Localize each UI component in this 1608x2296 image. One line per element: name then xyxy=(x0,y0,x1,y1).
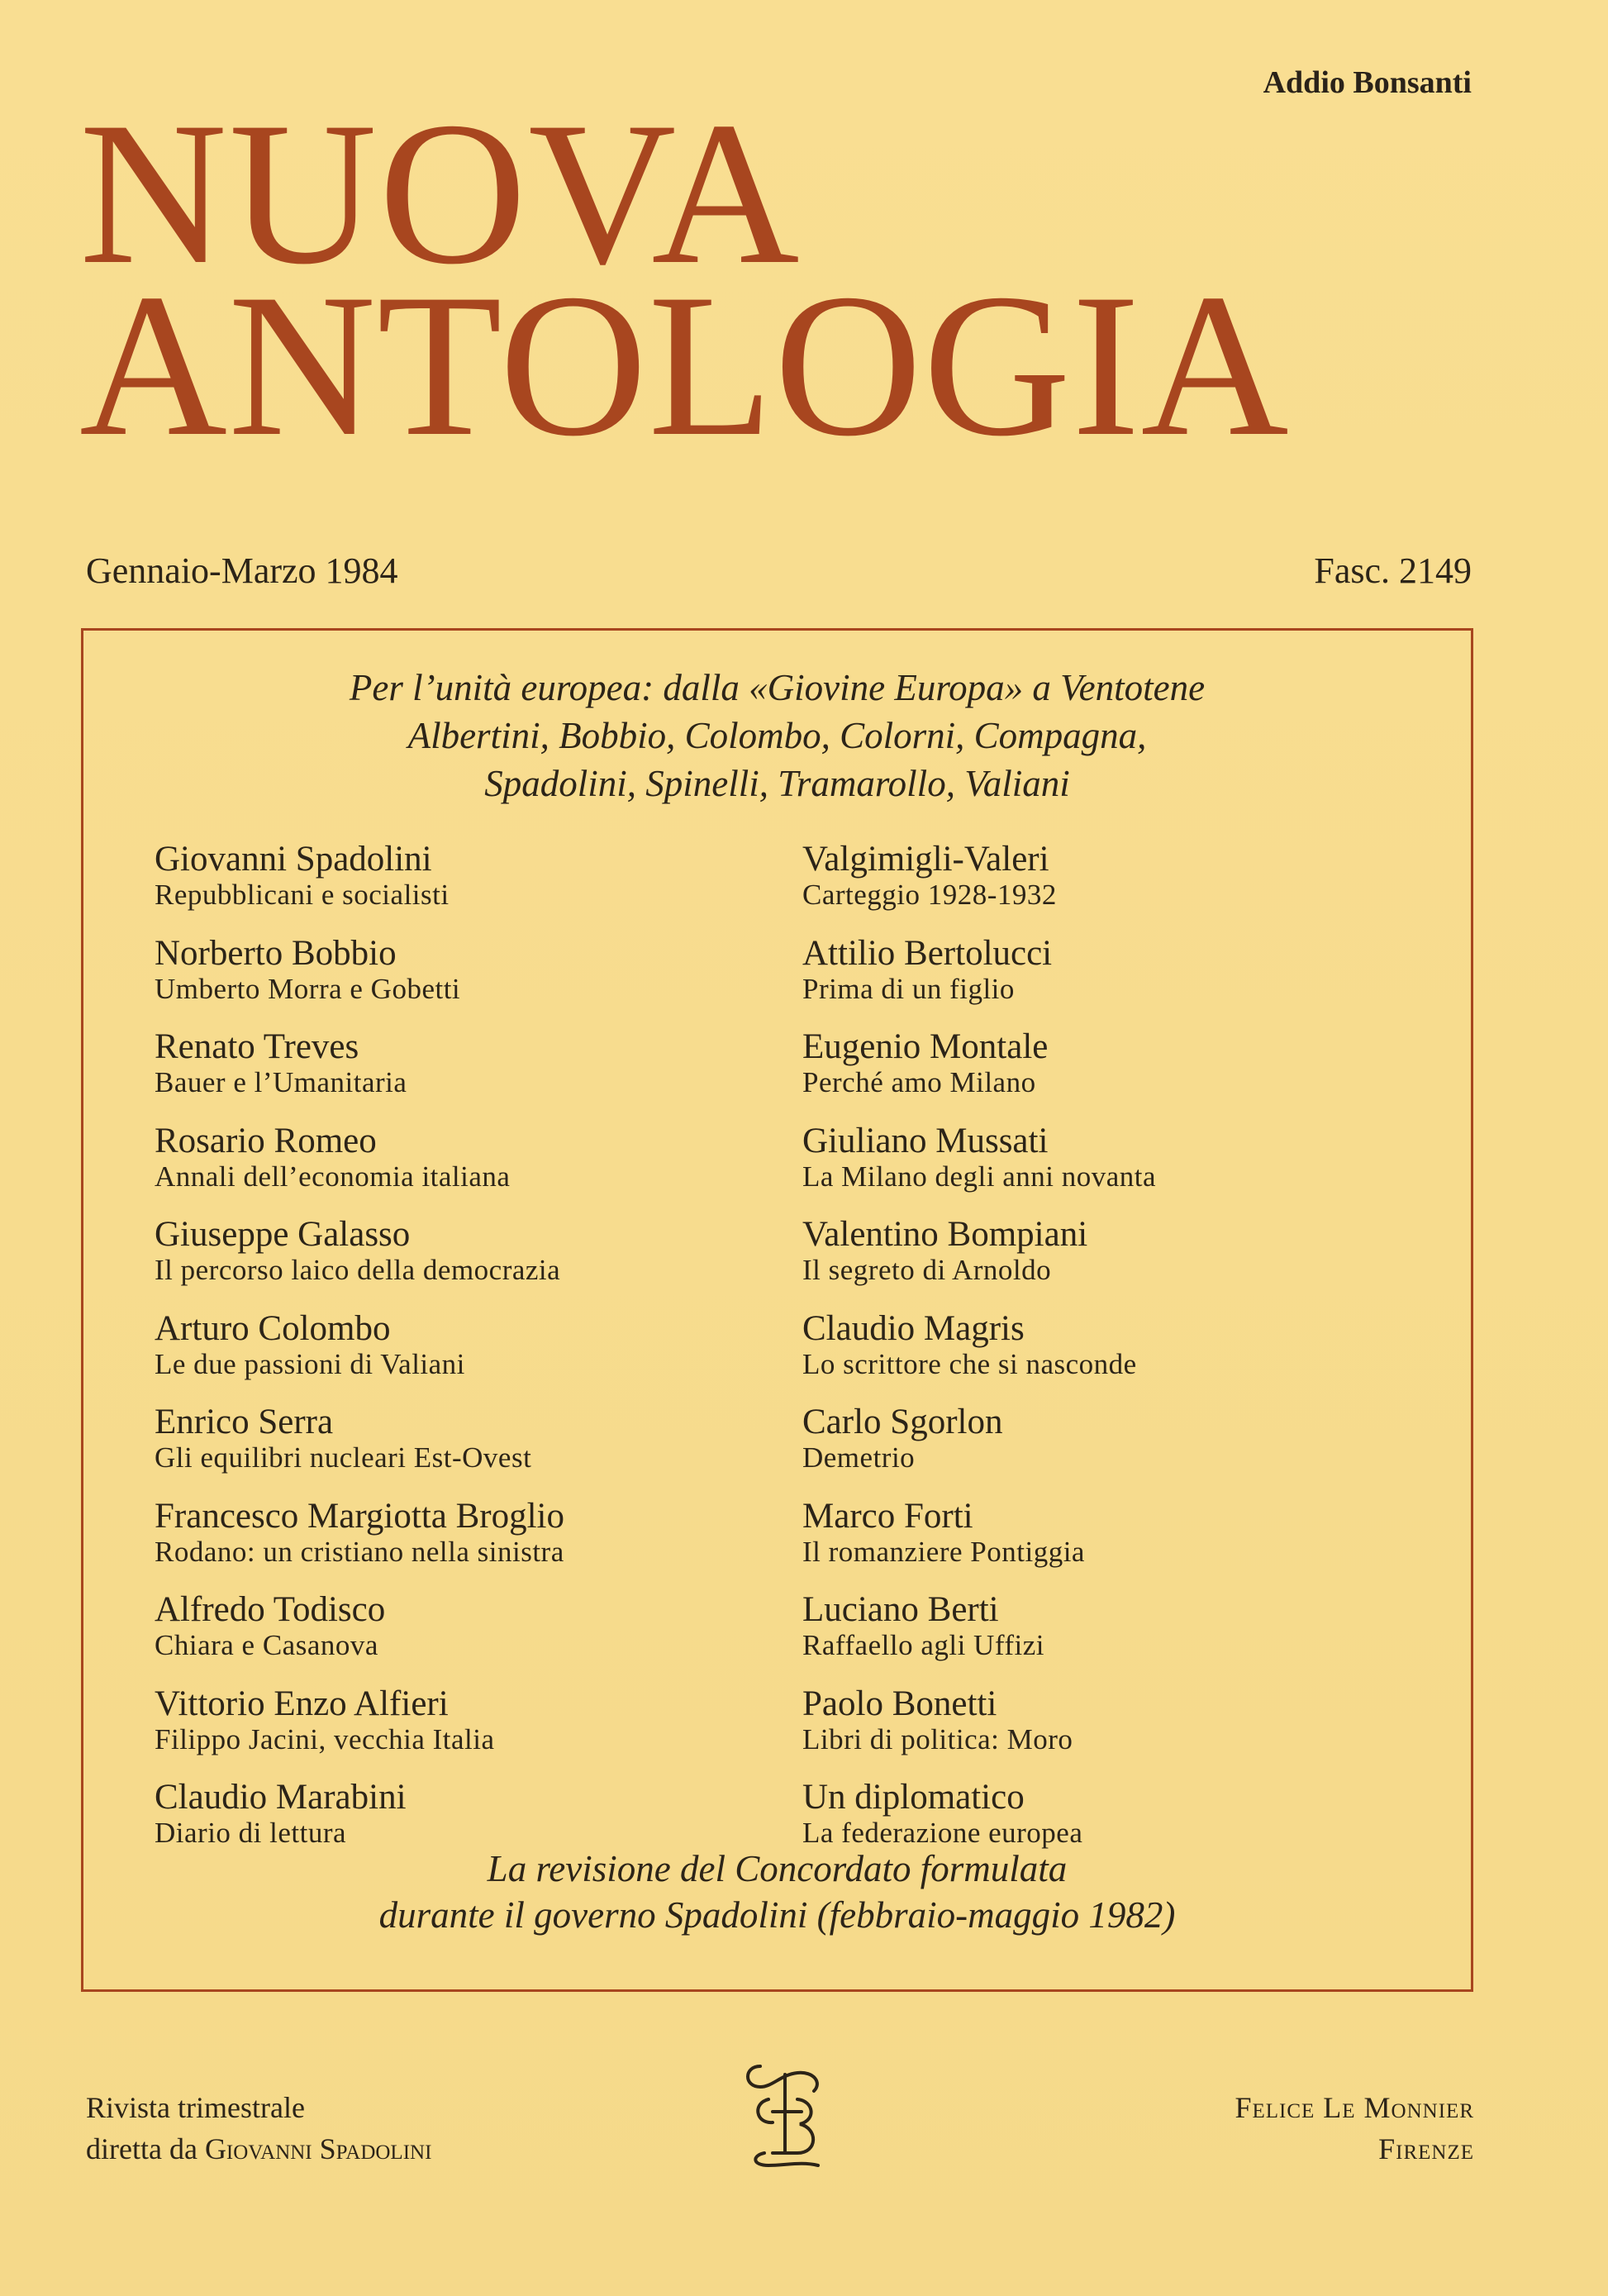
entry-title: Il segreto di Arnoldo xyxy=(802,1254,1052,1286)
entry-title: Filippo Jacini, vecchia Italia xyxy=(155,1722,495,1755)
entry-author: Alfredo Todisco xyxy=(155,1590,386,1629)
entry-author: Valentino Bompiani xyxy=(802,1215,1088,1254)
note-line: La revisione del Concordato formulata xyxy=(487,1848,1068,1889)
entry-title: Libri di politica: Moro xyxy=(802,1722,1073,1755)
contents-entry xyxy=(802,1216,1430,1310)
entry-title: Prima di un figlio xyxy=(802,972,1015,1005)
note-line: durante il governo Spadolini (febbraio-maggio 1982) xyxy=(378,1894,1176,1936)
entry-title: Diario di lettura xyxy=(155,1817,347,1849)
footer-line xyxy=(86,2128,431,2170)
contents-entry xyxy=(155,1122,783,1217)
entry-title: Annali dell’economia italiana xyxy=(155,1160,511,1193)
masthead-line2: ANTOLOGIA xyxy=(79,251,1290,479)
entry-author: Eugenio Montale xyxy=(802,1027,1049,1066)
entry-title: Chiara e Casanova xyxy=(155,1629,378,1661)
contents-entry xyxy=(802,841,1430,935)
feature-note xyxy=(83,1846,1471,1938)
issue-date: Gennaio-Marzo 1984 xyxy=(86,550,398,591)
entry-author: Marco Forti xyxy=(802,1496,973,1536)
entry-author: Arturo Colombo xyxy=(155,1308,391,1348)
entry-author: Claudio Marabini xyxy=(155,1778,407,1817)
entry-author: Carlo Sgorlon xyxy=(802,1403,1003,1441)
footer-prefix: diretta da xyxy=(86,2132,205,2165)
contents-entry xyxy=(155,1403,783,1498)
editor-name: Giovanni Spadolini xyxy=(204,2132,432,2165)
entry-title: Il percorso laico della democrazia xyxy=(155,1254,561,1286)
entry-author: Giovanni Spadolini xyxy=(155,840,432,879)
masthead-line1: NUOVA xyxy=(79,79,802,307)
contents-entry xyxy=(802,1028,1430,1122)
entry-title: La Milano degli anni novanta xyxy=(802,1160,1157,1193)
entry-author: Norberto Bobbio xyxy=(155,933,397,973)
theme-line: Per l’unità europea: dalla «Giovine Europa» a Ventotene xyxy=(349,667,1206,708)
contents-entry xyxy=(155,1028,783,1122)
contents-frame xyxy=(81,628,1473,1992)
entry-title: Bauer e l’Umanitaria xyxy=(155,1066,407,1098)
entry-author: Giuseppe Galasso xyxy=(155,1215,411,1254)
theme-line: Spadolini, Spinelli, Tramarollo, Valiani xyxy=(484,763,1070,804)
entry-author: Vittorio Enzo Alfieri xyxy=(155,1684,449,1723)
theme-heading xyxy=(83,664,1471,807)
publisher-name: Felice Le Monnier xyxy=(1235,2091,1474,2124)
entry-title: Le due passioni di Valiani xyxy=(155,1347,465,1380)
footer-editor xyxy=(86,2087,431,2170)
contents-entry xyxy=(802,1498,1430,1592)
entry-author: Francesco Margiotta Broglio xyxy=(155,1496,564,1536)
entry-title: Umberto Morra e Gobetti xyxy=(155,972,461,1005)
footer-publisher xyxy=(1235,2087,1474,2170)
entry-author: Valgimigli-Valeri xyxy=(802,840,1049,879)
entry-author: Claudio Magris xyxy=(802,1308,1025,1348)
entry-author: Rosario Romeo xyxy=(155,1121,377,1160)
contents-entry xyxy=(802,1685,1430,1779)
entry-title: Lo scrittore che si nasconde xyxy=(802,1347,1137,1380)
entry-title: Raffaello agli Uffizi xyxy=(802,1629,1044,1661)
contents-entry xyxy=(155,1216,783,1310)
headline-addio: Addio Bonsanti xyxy=(1263,65,1472,100)
entry-author: Attilio Bertolucci xyxy=(802,933,1053,973)
contents-entry xyxy=(155,1591,783,1685)
fascicle-number: Fasc. 2149 xyxy=(1314,550,1472,591)
entry-author: Paolo Bonetti xyxy=(802,1684,997,1723)
entry-title: Perché amo Milano xyxy=(802,1066,1036,1098)
contents-entry xyxy=(155,1310,783,1404)
entry-author: Giuliano Mussati xyxy=(802,1121,1049,1160)
entry-title: Rodano: un cristiano nella sinistra xyxy=(155,1535,564,1568)
entry-title: Repubblicani e socialisti xyxy=(155,879,450,911)
entry-title: Gli equilibri nucleari Est-Ovest xyxy=(155,1441,532,1474)
contents-entry xyxy=(155,841,783,935)
contents-entry xyxy=(155,1685,783,1779)
contents-entry xyxy=(155,935,783,1029)
entry-author: Renato Treves xyxy=(155,1027,359,1066)
theme-line: Albertini, Bobbio, Colombo, Colorni, Compagna, xyxy=(407,715,1147,756)
publisher-monogram-icon xyxy=(735,2050,835,2174)
entry-author: Un diplomatico xyxy=(802,1778,1025,1817)
entry-author: Luciano Berti xyxy=(802,1590,999,1629)
entry-title: Il romanziere Pontiggia xyxy=(802,1535,1085,1568)
contents-entry xyxy=(802,935,1430,1029)
contents-entry xyxy=(802,1122,1430,1217)
contents-right-column xyxy=(802,841,1430,1873)
footer-line: Rivista trimestrale xyxy=(86,2091,305,2124)
contents-left-column xyxy=(155,841,783,1873)
entry-author: Enrico Serra xyxy=(155,1403,334,1441)
publisher-city: Firenze xyxy=(1378,2132,1474,2165)
contents-entry xyxy=(155,1498,783,1592)
contents-entry xyxy=(802,1310,1430,1404)
entry-title: Carteggio 1928-1932 xyxy=(802,879,1057,911)
contents-entry xyxy=(802,1591,1430,1685)
entry-title: Demetrio xyxy=(802,1441,916,1474)
contents-entry xyxy=(802,1403,1430,1498)
entry-title: La federazione europea xyxy=(802,1817,1083,1849)
